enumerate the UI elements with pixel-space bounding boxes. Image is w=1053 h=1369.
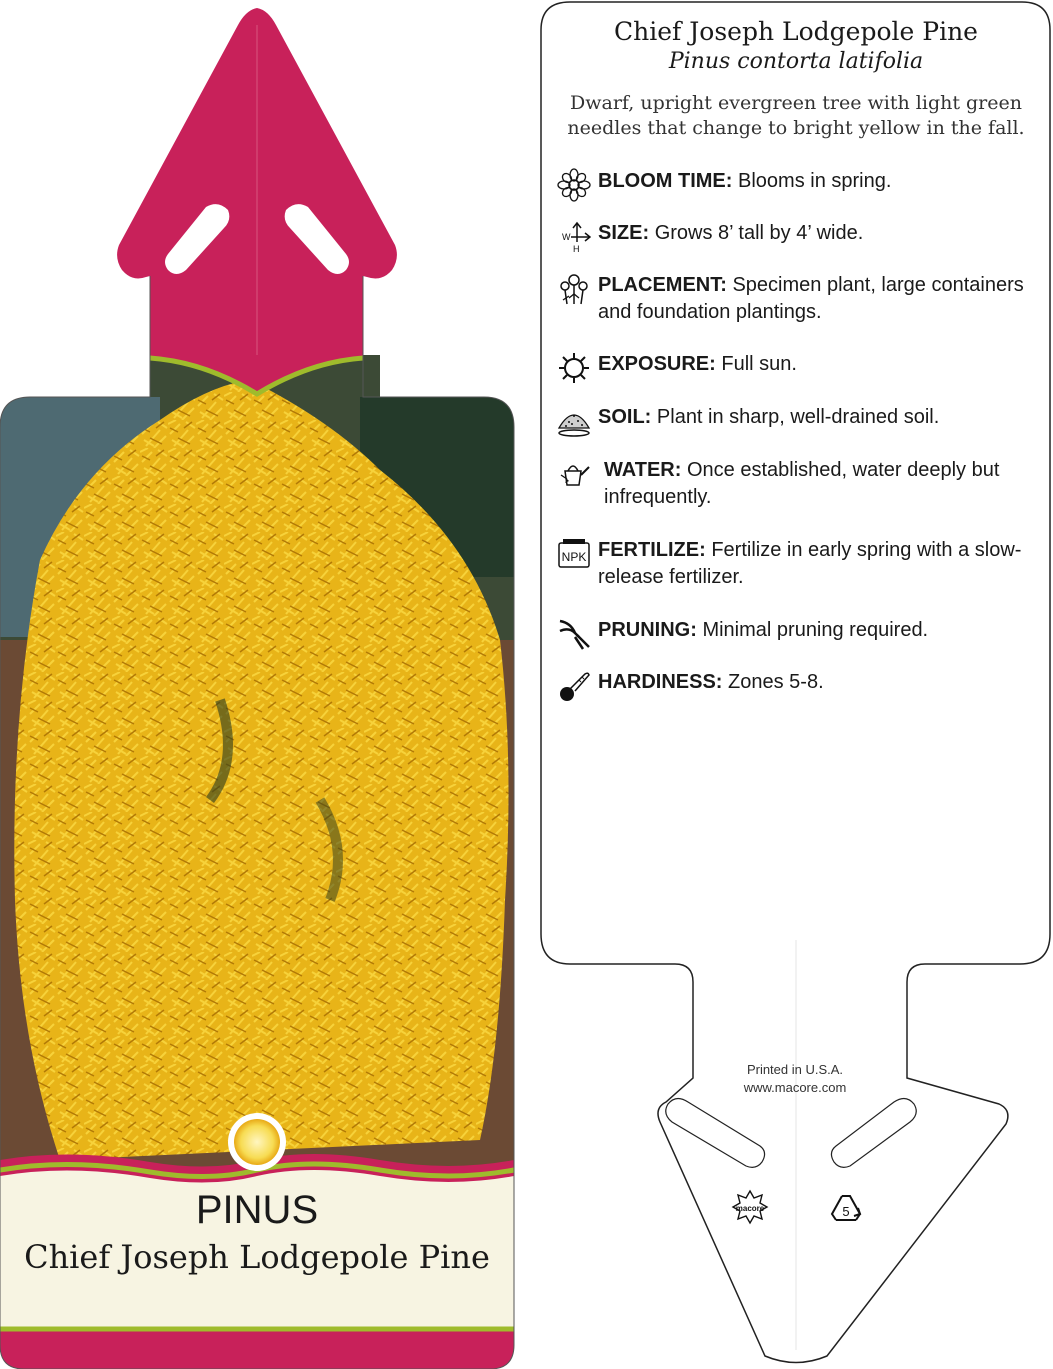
- attr-label: HARDINESS:: [598, 671, 723, 693]
- logo-text: macore: [735, 1204, 765, 1213]
- attr-value: Minimal pruning required.: [702, 619, 929, 641]
- flower-icon: [557, 168, 591, 202]
- svg-text:W: W: [562, 232, 571, 242]
- plants-icon: [557, 272, 591, 306]
- fertilizer-npk-icon: [557, 537, 591, 571]
- recycle-code: 5: [842, 1204, 850, 1219]
- attr-label: EXPOSURE:: [598, 353, 716, 375]
- pruners-icon: [557, 617, 591, 651]
- attr-label: SIZE:: [598, 222, 650, 244]
- attr-label: SOIL:: [598, 406, 652, 428]
- common-name-label: Chief Joseph Lodgepole Pine: [24, 1238, 490, 1276]
- attr-value: Zones 5-8.: [728, 671, 824, 693]
- attr-label: FERTILIZE:: [598, 539, 706, 561]
- thermometer-icon: [557, 669, 591, 703]
- attr-value: Specimen plant, large containers and foundation plantings.: [598, 274, 1024, 323]
- attr-label: BLOOM TIME:: [598, 170, 733, 192]
- attr-label: WATER:: [604, 459, 682, 481]
- scientific-name: Pinus contorta latifolia: [668, 49, 924, 74]
- attr-value: Plant in sharp, well-drained soil.: [656, 406, 940, 428]
- back-title: Chief Joseph Lodgepole Pine: [614, 17, 978, 46]
- attr-label: PLACEMENT:: [598, 274, 727, 296]
- attr-value: Grows 8’ tall by 4’ wide.: [654, 222, 864, 244]
- attr-label: PRUNING:: [598, 619, 697, 641]
- size-arrows-icon: [557, 220, 591, 254]
- attr-value: Blooms in spring.: [738, 170, 892, 192]
- attr-value: Fertilize in early spring with a slow-release fertilizer.: [598, 539, 1022, 588]
- svg-text:NPK: NPK: [561, 550, 587, 564]
- attr-value: Full sun.: [721, 353, 797, 375]
- attr-value: Once established, water deeply but infrequently.: [604, 459, 1000, 508]
- printed-in-text: Printed in U.S.A.: [746, 1062, 844, 1077]
- sun-icon: [557, 351, 591, 385]
- soil-pile-icon: [557, 404, 591, 438]
- description: Dwarf, upright evergreen tree with light green needles that change to bright yellow in the fall.: [567, 92, 1025, 139]
- watering-can-icon: [557, 457, 591, 491]
- svg-text:H: H: [573, 244, 580, 254]
- macore-logo-icon: [733, 1191, 767, 1223]
- website-text: www.macore.com: [743, 1080, 847, 1095]
- genus-label: PINUS: [195, 1188, 319, 1232]
